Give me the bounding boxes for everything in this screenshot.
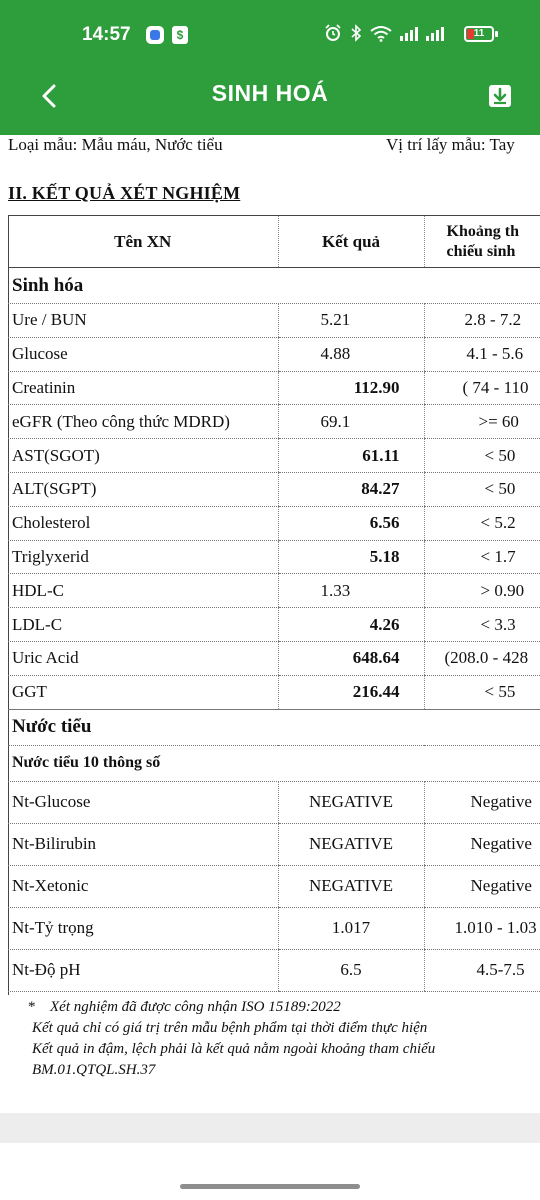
test-result: 4.88 <box>278 337 424 371</box>
test-name: AST(SGOT) <box>8 439 278 473</box>
test-name: HDL-C <box>8 574 278 608</box>
table-row <box>8 405 540 439</box>
column-header-range <box>424 216 540 268</box>
test-name: Creatinin <box>8 371 278 405</box>
test-result-abnormal: 5.18 <box>278 540 424 574</box>
sample-site: Vị trí lấy mẫu: Tay <box>386 135 515 154</box>
test-range: 4.1 - 5.6 <box>424 337 540 371</box>
test-result: NEGATIVE <box>278 865 424 907</box>
column-header-name: Tên XN <box>8 216 278 268</box>
status-icons <box>324 24 444 42</box>
table-row <box>8 949 540 991</box>
subgroup-row-urine <box>8 745 540 781</box>
table-row <box>8 506 540 540</box>
download-icon <box>480 78 520 114</box>
notification-app-icon <box>146 26 164 44</box>
test-name: Uric Acid <box>8 641 278 675</box>
column-header-result: Kết quả <box>278 216 424 268</box>
test-name: eGFR (Theo công thức MDRD) <box>8 405 278 439</box>
test-name: Triglyxerid <box>8 540 278 574</box>
table-row <box>8 907 540 949</box>
alarm-icon <box>324 24 342 42</box>
status-bar <box>0 0 540 68</box>
test-range: 2.8 - 7.2 <box>424 304 540 338</box>
test-name: Nt-Glucose <box>8 781 278 823</box>
test-result-abnormal: 6.56 <box>278 506 424 540</box>
table-row <box>8 472 540 506</box>
test-range: < 50 <box>424 439 540 473</box>
note-line-4: BM.01.QTQL.SH.37 <box>32 1062 156 1078</box>
group-row-urine <box>8 709 540 745</box>
results-table <box>8 215 540 992</box>
column-header-range-line2: chiếu sinh <box>446 242 516 260</box>
test-name: LDL-C <box>8 608 278 642</box>
test-range: < 5.2 <box>424 506 540 540</box>
group-label: Sinh hóa <box>8 268 540 304</box>
test-name: Nt-Tỷ trọng <box>8 907 278 949</box>
home-indicator[interactable] <box>180 1184 360 1189</box>
test-result-abnormal: 84.27 <box>278 472 424 506</box>
table-row <box>8 304 540 338</box>
table-row <box>8 675 540 709</box>
test-name: Nt-Xetonic <box>8 865 278 907</box>
table-row <box>8 337 540 371</box>
test-name: GGT <box>8 675 278 709</box>
test-range: Negative <box>424 823 540 865</box>
table-row <box>8 371 540 405</box>
test-name: ALT(SGPT) <box>8 472 278 506</box>
signal-icon <box>400 25 418 41</box>
test-result-abnormal: 4.26 <box>278 608 424 642</box>
test-range: Negative <box>424 781 540 823</box>
test-range: >= 60 <box>424 405 540 439</box>
table-row <box>8 540 540 574</box>
table-row <box>8 781 540 823</box>
bluetooth-icon <box>350 24 362 42</box>
group-label: Nước tiểu <box>8 709 540 745</box>
test-range: < 3.3 <box>424 608 540 642</box>
group-row-biochem <box>8 268 540 304</box>
signal-icon-2 <box>426 25 444 41</box>
table-row <box>8 574 540 608</box>
test-range: < 1.7 <box>424 540 540 574</box>
test-name: Nt-Độ pH <box>8 949 278 991</box>
test-result: NEGATIVE <box>278 823 424 865</box>
test-result-abnormal: 112.90 <box>278 371 424 405</box>
test-range: 4.5-7.5 <box>424 949 540 991</box>
table-row <box>8 865 540 907</box>
test-range: 1.010 - 1.03 <box>424 907 540 949</box>
column-header-range-line1: Khoảng th <box>446 222 519 240</box>
test-range: Negative <box>424 865 540 907</box>
test-result: 69.1 <box>278 405 424 439</box>
test-name: Ure / BUN <box>8 304 278 338</box>
table-header <box>8 216 540 268</box>
app-header <box>0 0 540 135</box>
test-result: 5.21 <box>278 304 424 338</box>
table-row <box>8 608 540 642</box>
test-range: > 0.90 <box>424 574 540 608</box>
test-range: < 55 <box>424 675 540 709</box>
wifi-icon <box>370 24 392 42</box>
note-star: * <box>28 999 36 1015</box>
test-result-abnormal: 216.44 <box>278 675 424 709</box>
download-button[interactable] <box>480 78 520 114</box>
test-result-abnormal: 648.64 <box>278 641 424 675</box>
test-range: ( 74 - 110 <box>424 371 540 405</box>
page-title: SINH HOÁ <box>211 80 329 106</box>
note-line-1: Xét nghiệm đã được công nhận ISO 15189:2022 <box>50 999 341 1015</box>
test-range: < 50 <box>424 472 540 506</box>
test-name: Glucose <box>8 337 278 371</box>
test-name: Cholesterol <box>8 506 278 540</box>
sample-type: Loại mẫu: Mẫu máu, Nước tiểu <box>8 135 223 154</box>
table-row <box>8 823 540 865</box>
note-line-3: Kết quả in đậm, lệch phải là kết quả nằm ngoài khoảng tham chiếu <box>32 1041 436 1057</box>
status-time: 14:57 <box>82 24 131 45</box>
table-row <box>8 439 540 473</box>
test-range: (208.0 - 428 <box>424 641 540 675</box>
test-result: 1.017 <box>278 907 424 949</box>
test-name: Nt-Bilirubin <box>8 823 278 865</box>
note-line-2: Kết quả chỉ có giá trị trên mẫu bệnh phẩm tại thời điểm thực hiện <box>32 1020 428 1036</box>
section-heading: II. KẾT QUẢ XÉT NGHIỆM <box>8 183 241 203</box>
test-result: NEGATIVE <box>278 781 424 823</box>
subgroup-label: Nước tiểu 10 thông số <box>8 745 540 781</box>
test-result-abnormal: 61.11 <box>278 439 424 473</box>
table-row <box>8 641 540 675</box>
battery-icon: 11 <box>464 26 494 42</box>
notification-shopping-icon: $ <box>172 26 188 44</box>
lab-report[interactable] <box>0 135 540 1115</box>
report-notes <box>28 997 436 1081</box>
test-result: 6.5 <box>278 949 424 991</box>
bottom-band <box>0 1113 540 1143</box>
test-result: 1.33 <box>278 574 424 608</box>
